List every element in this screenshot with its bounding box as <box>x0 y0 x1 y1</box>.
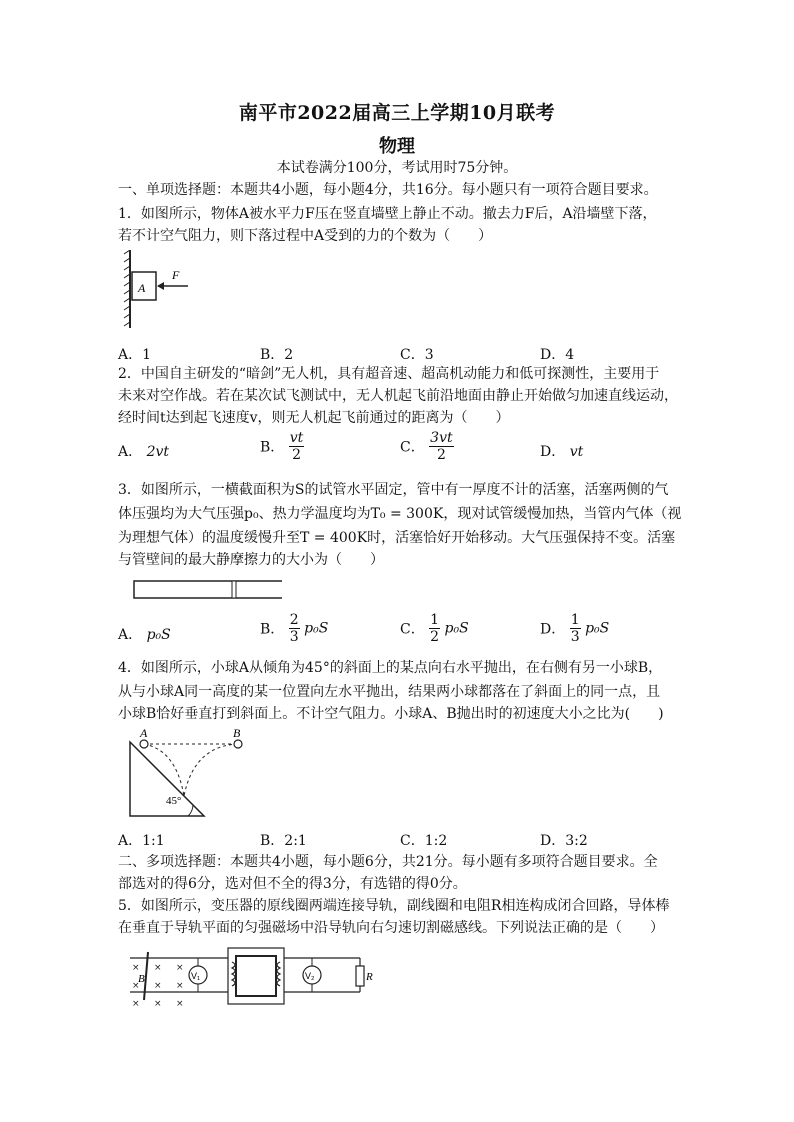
wall-hatching <box>124 250 130 328</box>
q3-line3: 为理想气体）的温度缓慢升至T = 400K时，活塞恰好开始移动。大气压强保持不变。活塞 <box>118 530 676 546</box>
q4-option-b[interactable]: B．2:1 <box>260 833 307 849</box>
q3-option-c-tail: p₀S <box>444 620 469 637</box>
resistor-r <box>356 966 364 986</box>
fraction-denominator: 2 <box>436 447 446 463</box>
ball-a <box>140 740 148 748</box>
subject-title: 物理 <box>379 136 415 157</box>
q2-option-b-label: B． <box>260 439 285 456</box>
q4-line2: 从与小球A同一高度的某一位置向左水平抛出，结果两小球都落在了斜面上的同一点，且 <box>118 684 661 700</box>
svg-text:×: × <box>154 999 162 1009</box>
q2-line2: 未来对空作战。若在某次试飞测试中，无人机起飞前沿地面由静止开始做匀加速直线运动， <box>118 388 678 404</box>
q4-option-d[interactable]: D．3:2 <box>540 833 588 849</box>
q1-option-a[interactable]: A．1 <box>118 347 152 363</box>
q4-option-a[interactable]: A．1:1 <box>118 833 165 849</box>
force-label: F <box>172 268 180 282</box>
fraction-denominator: 2 <box>292 447 301 463</box>
svg-text:×: × <box>154 981 162 991</box>
q2-option-a-expr: 2vt <box>146 444 170 460</box>
q1-line2: 若不计空气阻力，则下落过程中A受到的力的个数为（ ） <box>118 228 493 244</box>
transformer-core <box>236 956 276 996</box>
q3-option-a-label: A． <box>118 627 143 643</box>
force-arrowhead <box>157 282 164 290</box>
ball-b <box>234 740 242 748</box>
q3-option-c[interactable] <box>400 612 469 645</box>
q3-option-a-expr: p₀S <box>146 627 171 643</box>
q3-line2: 体压强均为大气压强p₀、热力学温度均为T₀ = 300K，现对试管缓慢加热，当管内气体（视 <box>118 506 682 522</box>
block-a-label: A <box>138 281 146 295</box>
q2-option-a-label: A． <box>118 444 143 460</box>
q2-option-b-fraction <box>289 430 305 463</box>
field-label: B <box>138 973 145 985</box>
exam-info: 本试卷满分100分，考试用时75分钟。 <box>276 160 518 176</box>
svg-text:×: × <box>176 963 184 973</box>
q5-figure <box>128 944 378 1010</box>
q3-option-b[interactable] <box>260 612 328 645</box>
q3-figure <box>132 579 284 601</box>
q2-line3: 经时间t达到起飞速度v，则无人机起飞前通过的距离为（ ） <box>118 410 510 426</box>
fraction-denominator: 3 <box>289 629 299 645</box>
q3-option-b-label: B． <box>260 621 285 638</box>
q3-option-d-tail: p₀S <box>585 620 610 637</box>
section1-heading: 一、单项选择题：本题共4小题，每小题4分，共16分。每小题只有一项符合题目要求。 <box>118 182 658 198</box>
q4-option-c[interactable]: C．1:2 <box>400 833 448 849</box>
q2-option-c-label: C． <box>400 439 425 456</box>
section2-heading-line2: 部选对的得6分，选对但不全的得3分，有选错的得0分。 <box>118 876 467 892</box>
q2-option-d[interactable] <box>540 441 583 461</box>
q3-option-d[interactable] <box>540 612 609 645</box>
fraction-denominator: 2 <box>430 629 440 645</box>
page-title: 南平市2022届高三上学期10月联考 <box>238 102 556 124</box>
q3-option-c-label: C． <box>400 621 425 638</box>
q5-line2: 在垂直于导轨平面的匀强磁场中沿导轨向右匀速切割磁感线。下列说法正确的是（ ） <box>118 920 664 936</box>
magnetic-field-crosses <box>132 963 184 1009</box>
q3-option-d-label: D． <box>540 621 566 638</box>
voltmeter-v2-label: V₂ <box>305 971 315 981</box>
ball-a-label: A <box>140 726 148 740</box>
fraction-numerator: 3vt <box>430 430 453 446</box>
q3-option-d-fraction <box>570 612 581 645</box>
q2-option-b[interactable] <box>260 430 304 463</box>
q2-option-a[interactable] <box>118 441 169 461</box>
q2-line1: 2．中国自主研发的“暗剑”无人机，具有超音速、超高机动能力和低可探测性，主要用于 <box>118 366 660 382</box>
q1-option-b[interactable]: B．2 <box>260 347 294 363</box>
voltmeter-v1-label: V₁ <box>191 971 201 981</box>
fraction-numerator: 1 <box>430 612 440 628</box>
q3-option-b-fraction <box>289 612 300 645</box>
svg-text:×: × <box>154 963 162 973</box>
fraction-numerator: 2 <box>289 612 299 628</box>
q2-option-c[interactable] <box>400 430 454 463</box>
resistor-label: R <box>366 971 373 983</box>
q4-line1: 4．如图所示，小球A从倾角为45°的斜面上的某点向右水平抛出，在右侧有另一小球B， <box>118 660 663 676</box>
piston <box>232 581 236 598</box>
fraction-numerator: 1 <box>570 612 580 628</box>
svg-text:×: × <box>176 999 184 1009</box>
section2-heading-line1: 二、多项选择题：本题共4小题，每小题6分，共21分。每小题有多项符合题目要求。全 <box>118 854 658 870</box>
q3-option-b-tail: p₀S <box>304 620 329 637</box>
q5-line1: 5．如图所示，变压器的原线圈两端连接导轨，副线圈和电阻R相连构成闭合回路，导体棒 <box>118 898 670 914</box>
angle-label: 45° <box>166 795 182 807</box>
q2-option-c-fraction <box>429 430 453 463</box>
q1-option-c[interactable]: C．3 <box>400 347 434 363</box>
q3-line1: 3．如图所示，一横截面积为S的试管水平固定，管中有一厚度不计的活塞，活塞两侧的气 <box>118 482 669 498</box>
secondary-coil <box>277 962 280 986</box>
q4-figure <box>124 726 254 820</box>
svg-text:×: × <box>132 981 140 991</box>
q1-option-d[interactable]: D．4 <box>540 347 575 363</box>
svg-text:×: × <box>132 963 140 973</box>
angle-arc <box>188 805 193 816</box>
q2-option-d-expr: vt <box>569 444 584 460</box>
q1-line1: 1．如图所示，物体A被水平力F压在竖直墙壁上静止不动。撤去力F后，A沿墙壁下落， <box>118 206 657 222</box>
primary-coil <box>232 962 235 986</box>
trajectory-b <box>184 744 238 796</box>
q3-line4: 与管壁间的最大静摩擦力的大小为（ ） <box>118 552 384 568</box>
q4-line3: 小球B恰好垂直打到斜面上。不计空气阻力。小球A、B抛出时的初速度大小之比为( ) <box>118 706 664 722</box>
test-tube <box>134 581 282 598</box>
fraction-denominator: 3 <box>570 629 580 645</box>
fraction-numerator: vt <box>289 430 304 446</box>
trajectory-a <box>144 744 184 796</box>
q1-figure <box>118 250 198 330</box>
svg-text:×: × <box>132 999 140 1009</box>
ball-b-label: B <box>233 726 241 740</box>
q2-option-d-label: D． <box>540 444 566 460</box>
q3-option-a[interactable] <box>118 624 171 644</box>
q3-option-c-fraction <box>429 612 440 645</box>
svg-text:×: × <box>176 981 184 991</box>
